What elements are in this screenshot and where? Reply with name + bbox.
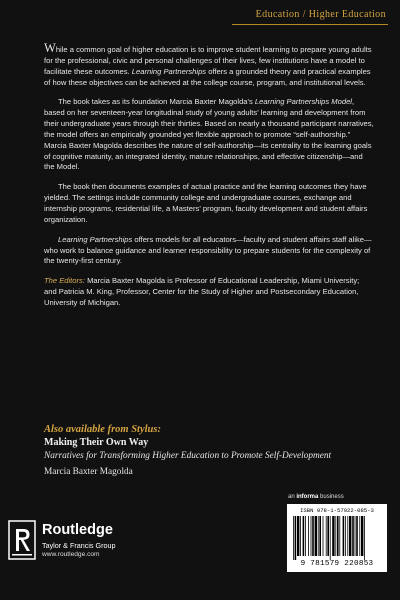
barcode-bar	[295, 516, 297, 560]
barcode-bar	[343, 516, 345, 556]
barcode-bar	[332, 516, 334, 556]
also-available-heading: Also available from Stylus:	[44, 424, 161, 435]
foundation-text-a: The book takes as its foundation Marcia Baxter Magolda's	[58, 97, 255, 107]
barcode-bar	[293, 516, 294, 560]
barcode-icon	[293, 516, 381, 560]
related-book-title: Making Their Own Way	[44, 437, 149, 448]
informa-tagline	[288, 494, 344, 500]
barcode-bar	[337, 516, 339, 556]
barcode-bar	[359, 516, 360, 556]
drop-cap: W	[44, 41, 56, 55]
publisher-name: Routledge	[42, 522, 113, 538]
routledge-r-icon	[8, 520, 36, 560]
barcode-bar	[339, 516, 340, 556]
informa-prefix: an	[288, 494, 297, 500]
barcode-bar	[355, 516, 356, 556]
barcode-bar	[352, 516, 354, 556]
barcode-bar	[330, 516, 331, 560]
header-bar	[0, 0, 400, 28]
intro-book-title: Learning Partnerships	[131, 66, 207, 76]
publisher-url: www.routledge.com	[42, 551, 100, 558]
barcode-bar	[349, 516, 351, 556]
description-body	[44, 42, 374, 318]
barcode-bar	[326, 516, 327, 556]
paragraph-intro	[44, 42, 374, 88]
foundation-text-b: , based on her seventeen-year longitudinal study of young adults' learning and development from their undergraduate years through their thirties. Based on nearly a thousand participant narratives, the model offers an empirically grounded yet flexible approach to promote “self-authorship.” Marcia Baxter Magolda describes the nature of self-authorship—its centrality to the learning goals of cognitive maturity, an integrated identity, mature relationships, and effective citizenship—and the Model.	[44, 97, 374, 172]
intro-text-b: offers a grounded theory and practical examples of how these objectives can be achieved at the college course, program, and institutional levels.	[44, 66, 371, 87]
paragraph-educators	[44, 235, 374, 268]
ean-digits: 9 781579 220853	[300, 560, 374, 568]
informa-brand: informa	[296, 494, 319, 500]
barcode-bar	[311, 516, 312, 556]
barcode-bar	[364, 516, 365, 560]
barcode-bar	[361, 516, 363, 556]
barcode-bar	[318, 516, 319, 556]
barcode-bar	[315, 516, 317, 556]
informa-suffix: business	[318, 494, 344, 500]
barcode-bar	[327, 516, 329, 556]
barcode-bar	[347, 516, 348, 556]
editors-text: Marcia Baxter Magolda is Professor of Educational Leadership, Miami University; and Patricia M. King, Professor, Center for the Study of Higher and Postsecondary Education, University of Michigan.	[44, 276, 360, 307]
barcode-bar	[300, 516, 301, 556]
barcode-bar	[319, 516, 321, 556]
paragraph-practice: The book then documents examples of actual practice and the learning outcomes they have yielded. The settings include community college and undergraduate courses, exchange and internship programs, residential life, a Masters' program, faculty development and student affairs organization.	[44, 182, 368, 224]
isbn-number: ISBN 978-1-57922-085-3	[300, 507, 374, 514]
also-available-section	[44, 424, 344, 477]
publisher-logo	[8, 520, 168, 570]
educators-text: offers models for all educators—faculty and student affairs staff alike—who work to balance guidance and learner responsibility to prepare students for the complexity of the twenty-first century.	[44, 234, 372, 266]
barcode-panel	[287, 504, 387, 572]
header-rule	[232, 24, 388, 25]
related-book-author: Marcia Baxter Magolda	[44, 466, 133, 477]
educators-book-title: Learning Partnerships	[58, 234, 133, 244]
barcode-bar	[303, 516, 305, 556]
intro-text-a: hile a common goal of higher education is to improve student learning to prepare young adults for the professional, civic and personal challenges of their lives, few institutions have a model to facilitate these outcomes.	[44, 45, 372, 76]
barcode-bar	[297, 516, 299, 556]
related-book-subtitle: Narratives for Transforming Higher Education to Promote Self-Development	[44, 451, 332, 461]
category-label: Education / Higher Education	[255, 9, 386, 20]
editors-label: The Editors:	[44, 276, 85, 286]
barcode-bar	[323, 516, 324, 556]
paragraph-editors	[44, 276, 374, 309]
barcode-bar	[345, 516, 346, 556]
barcode-bar	[356, 516, 358, 556]
barcode-bar	[308, 516, 309, 556]
barcode-bar	[312, 516, 314, 556]
barcode-bar	[305, 516, 306, 556]
paragraph-foundation	[44, 97, 374, 173]
barcode-bar	[335, 516, 336, 556]
publisher-group: Taylor & Francis Group	[42, 541, 116, 550]
foundation-model-title: Learning Partnerships Model	[254, 97, 352, 107]
